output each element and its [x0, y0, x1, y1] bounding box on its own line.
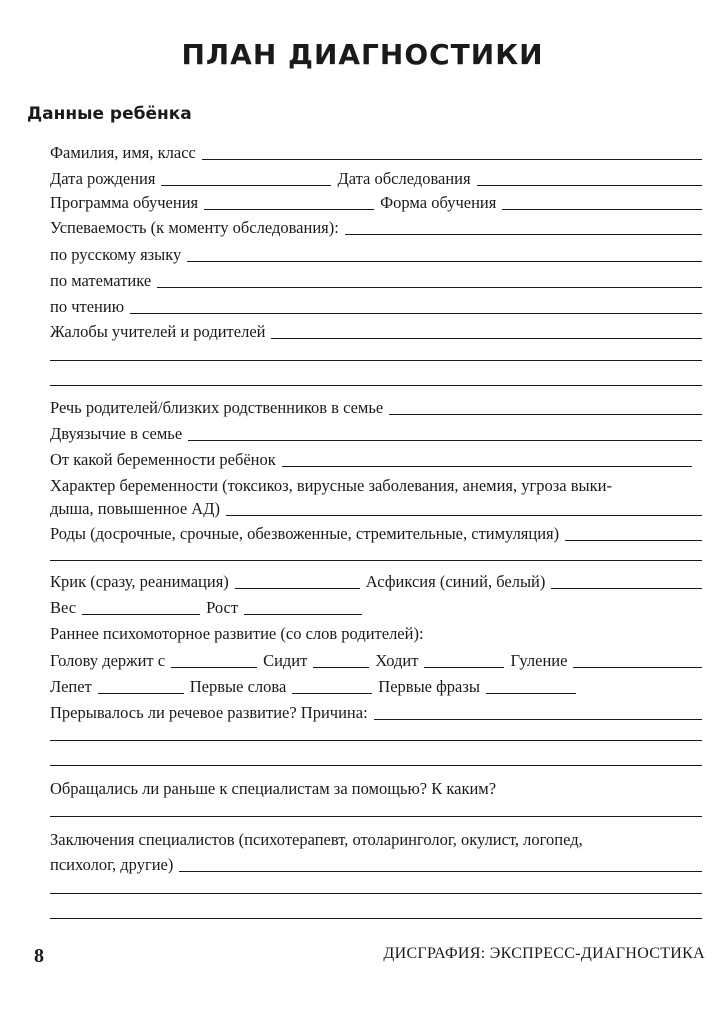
first-words-field[interactable]: [292, 692, 372, 694]
form-row: [50, 396, 702, 418]
field-label: Первые фразы: [378, 677, 480, 696]
blank-line[interactable]: [50, 360, 702, 361]
field-label: Дата обследования: [337, 169, 471, 188]
asphyxia-field[interactable]: [551, 588, 702, 589]
birth-type-field[interactable]: [565, 540, 702, 541]
field-label: Прерывалось ли речевое развитие? Причина:: [50, 703, 368, 722]
field-label: Программа обучения: [50, 193, 199, 212]
field-label: От какой беременности ребёнок: [50, 450, 276, 469]
field-label: Голову держит с: [50, 651, 166, 670]
field-label: Лепет: [50, 677, 92, 696]
form-row: [50, 448, 702, 470]
form-row: [50, 649, 702, 671]
sits-field[interactable]: [313, 666, 369, 668]
weight-field[interactable]: [82, 613, 200, 615]
form-row: [50, 167, 702, 189]
field-label: Речь родителей/близких родственников в семье: [50, 398, 384, 417]
form-row: [50, 141, 702, 163]
blank-line[interactable]: [50, 560, 702, 561]
walks-field[interactable]: [424, 666, 504, 668]
field-label: Успеваемость (к моменту обследования):: [50, 218, 339, 237]
form-row: [50, 828, 702, 850]
form-row: [50, 216, 702, 238]
field-label: Двуязычие в семье: [50, 424, 183, 443]
form-row: [50, 675, 702, 697]
complaints-field[interactable]: [271, 338, 702, 339]
conclusions-field[interactable]: [179, 871, 702, 872]
form-row: [50, 596, 702, 618]
field-label: Характер беременности (токсикоз, вирусные заболевания, анемия, угроза выки-: [50, 476, 612, 495]
form-row: [50, 474, 710, 496]
form-row: [50, 269, 702, 291]
field-label: дыша, повышенное АД): [50, 499, 220, 518]
field-label: Обращались ли раньше к специалистам за помощью? К каким?: [50, 779, 497, 798]
russian-field[interactable]: [187, 261, 702, 262]
field-label: Форма обучения: [380, 193, 497, 212]
form-row: [50, 295, 702, 317]
form-row: [50, 522, 702, 544]
blank-line[interactable]: [50, 740, 702, 741]
birth-date-field[interactable]: [161, 184, 331, 186]
reading-field[interactable]: [130, 313, 702, 314]
page-title: ПЛАН ДИАГНОСТИКИ: [181, 38, 544, 71]
form-row: [50, 853, 702, 875]
field-label: Первые слова: [189, 677, 287, 696]
field-label: психолог, другие): [50, 855, 174, 874]
form-row: [50, 777, 702, 799]
field-label: Рост: [206, 598, 239, 617]
field-label: Раннее психомоторное развитие (со слов родителей):: [50, 624, 424, 643]
field-label: Ходит: [375, 651, 419, 670]
field-label: Фамилия, имя, класс: [50, 143, 196, 162]
first-phrases-field[interactable]: [486, 692, 576, 694]
speech-interrupt-field[interactable]: [374, 719, 702, 720]
babble-field[interactable]: [98, 692, 184, 694]
field-label: по чтению: [50, 297, 125, 316]
bilingual-field[interactable]: [188, 440, 702, 441]
blank-line[interactable]: [50, 765, 702, 766]
name-field[interactable]: [202, 159, 702, 160]
cry-field[interactable]: [235, 587, 360, 589]
field-label: Вес: [50, 598, 77, 617]
form-row: [50, 570, 702, 592]
pregnancy-number-field[interactable]: [282, 466, 692, 467]
head-hold-field[interactable]: [171, 666, 257, 668]
field-label: Сидит: [263, 651, 308, 670]
form-row: [50, 243, 702, 265]
speech-family-field[interactable]: [389, 414, 702, 415]
math-field[interactable]: [157, 287, 702, 288]
blank-line[interactable]: [50, 816, 702, 817]
field-label: Гуление: [510, 651, 568, 670]
form-row: [50, 622, 702, 644]
form-row: [50, 497, 702, 519]
progress-field[interactable]: [345, 234, 702, 235]
program-field[interactable]: [204, 208, 374, 210]
section-heading: Данные ребёнка: [27, 104, 192, 124]
field-label: Заключения специалистов (психотерапевт, отоларинголог, окулист, логопед,: [50, 830, 583, 849]
form-row: [50, 701, 702, 723]
page-number: 8: [34, 945, 44, 967]
height-field[interactable]: [244, 613, 362, 615]
blank-line[interactable]: [50, 918, 702, 919]
field-label: по русскому языку: [50, 245, 182, 264]
form-row: [50, 191, 702, 213]
form-field[interactable]: [502, 209, 702, 210]
form-row: [50, 320, 702, 342]
field-label: Крик (сразу, реанимация): [50, 572, 229, 591]
cooing-field[interactable]: [573, 667, 702, 668]
form-row: [50, 422, 702, 444]
blank-line[interactable]: [50, 893, 702, 894]
field-label: Асфиксия (синий, белый): [365, 572, 546, 591]
exam-date-field[interactable]: [477, 185, 702, 186]
field-label: Жалобы учителей и родителей: [50, 322, 266, 341]
running-title: ДИСГРАФИЯ: ЭКСПРЕСС-ДИАГНОСТИКА: [383, 945, 705, 962]
blank-line[interactable]: [50, 385, 702, 386]
field-label: по математике: [50, 271, 152, 290]
pregnancy-character-field[interactable]: [226, 515, 702, 516]
field-label: Роды (досрочные, срочные, обезвоженные, стремительные, стимуляция): [50, 524, 560, 543]
field-label: Дата рождения: [50, 169, 156, 188]
